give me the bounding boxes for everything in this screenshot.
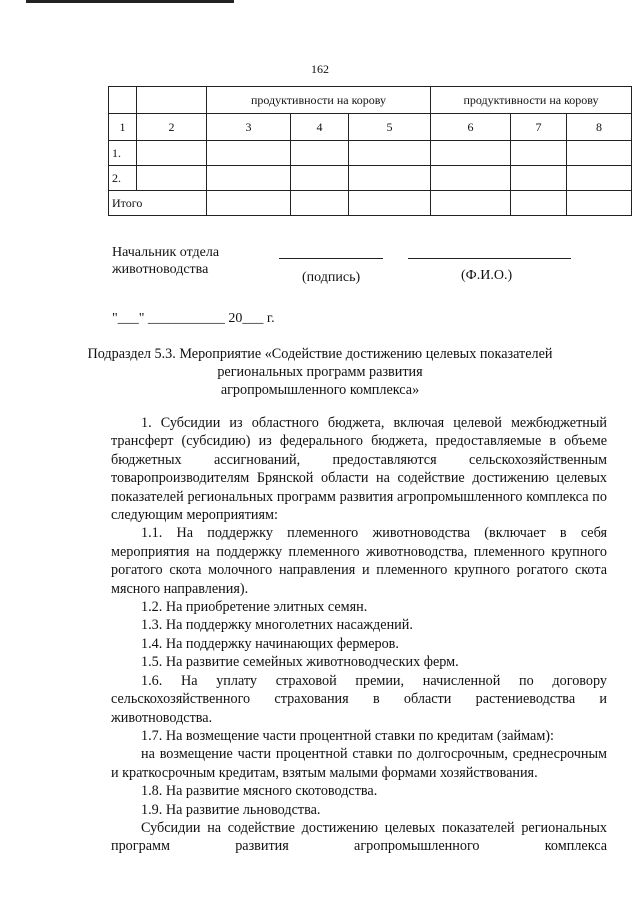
signature-position bbox=[112, 244, 219, 278]
col-num: 3 bbox=[207, 114, 291, 141]
paragraph: 1.2. На приобретение элитных семян. bbox=[141, 599, 368, 616]
col-num: 2 bbox=[137, 114, 207, 141]
paragraph: 1.7. На возмещение части процентной ставки по кредитам (займам): bbox=[141, 727, 554, 744]
paragraph: 1.8. На развитие мясного скотоводства. bbox=[141, 783, 378, 800]
col-num: 7 bbox=[511, 114, 567, 141]
signature-caption: (подпись) bbox=[302, 270, 361, 285]
header-productivity-right: продуктивности на корову bbox=[431, 87, 632, 114]
row-number: 2. bbox=[109, 166, 137, 191]
total-label: Итого bbox=[109, 191, 207, 216]
row-number: 1. bbox=[109, 141, 137, 166]
col-num: 4 bbox=[291, 114, 349, 141]
paragraph: 1.3. На поддержку многолетних насаждений. bbox=[141, 617, 413, 634]
paragraph: 1.6. На уплату страховой премии, начисленной по договору сельскохозяйственного страхования в области растениеводства и животноводства. bbox=[111, 672, 607, 726]
paragraph: Субсидии на содействие достижению целевых показателей региональных программ развития агропромышленного комплекса bbox=[111, 819, 607, 855]
column-number-row bbox=[109, 114, 632, 141]
position-line-2: животноводства bbox=[112, 262, 209, 277]
signature-line bbox=[279, 258, 383, 259]
paragraph: 1. Субсидии из областного бюджета, включая целевой межбюджетный трансферт (субсидию) из федерального бюджета, предоставляемые в объеме бюджетных ассигнований, предоставляются сельскохозяйственным товаропроизводителям Брянской области на содействие достижению целевых показателей региональных программ развития агропромышленного комплекса по следующим мероприятиям: bbox=[111, 415, 607, 524]
name-caption: (Ф.И.О.) bbox=[461, 268, 513, 283]
col-num: 1 bbox=[109, 114, 137, 141]
table-header-row bbox=[109, 87, 632, 114]
table-row bbox=[109, 166, 632, 191]
table-total-row bbox=[109, 191, 632, 216]
name-line bbox=[408, 258, 571, 259]
paragraph: 1.1. На поддержку племенного животноводства (включает в себя мероприятия на поддержку племенного животноводства, племенного крупного рогатого скота молочного направления и племенного крупного рогатого скота мясного направления). bbox=[111, 525, 607, 597]
paragraph: 1.9. На развитие льноводства. bbox=[141, 801, 321, 818]
date-line: "___" ___________ 20___ г. bbox=[112, 311, 275, 326]
subsection-title bbox=[0, 345, 640, 399]
header-productivity-left: продуктивности на корову bbox=[207, 87, 431, 114]
col-num: 8 bbox=[567, 114, 632, 141]
document-body bbox=[111, 414, 607, 856]
table-row bbox=[109, 141, 632, 166]
paragraph: на возмещение части процентной ставки по долгосрочным, среднесрочным и краткосрочным кредитам, взятым малыми формами хозяйствования. bbox=[111, 746, 607, 781]
paragraph: 1.5. На развитие семейных животноводческих ферм. bbox=[141, 654, 459, 671]
paragraph: 1.4. На поддержку начинающих фермеров. bbox=[141, 635, 399, 652]
subsection-line-1: Подраздел 5.3. Мероприятие «Содействие достижению целевых показателей bbox=[87, 346, 553, 362]
data-table bbox=[108, 86, 632, 216]
page-number: 162 bbox=[311, 62, 329, 76]
col-num: 6 bbox=[431, 114, 511, 141]
subsection-line-3: агропромышленного комплекса» bbox=[220, 382, 420, 398]
col-num: 5 bbox=[349, 114, 431, 141]
subsection-line-2: региональных программ развития bbox=[217, 364, 423, 380]
position-line-1: Начальник отдела bbox=[112, 245, 220, 260]
top-rule bbox=[26, 0, 234, 3]
